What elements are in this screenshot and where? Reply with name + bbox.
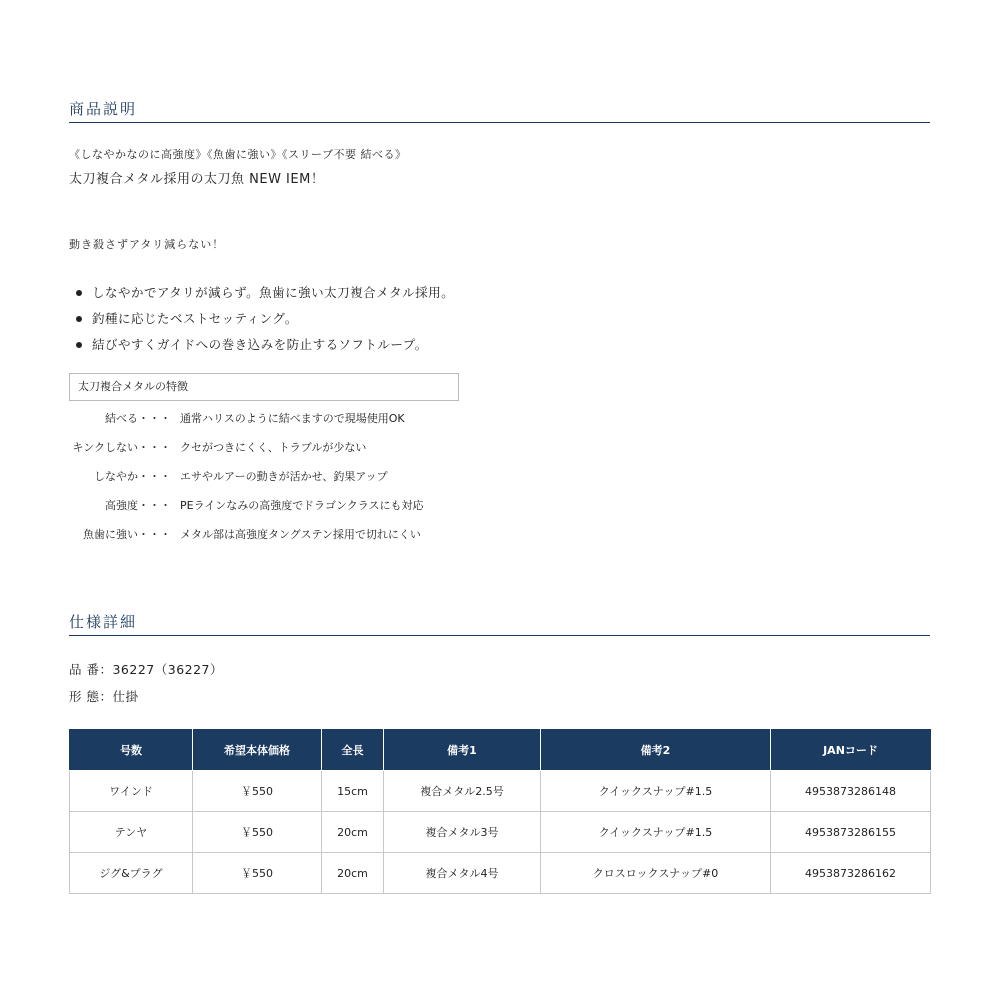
spec-table xyxy=(69,729,931,894)
feature-key: 高強度・・・ xyxy=(105,499,171,512)
table-cell: ジグ&プラグ xyxy=(70,853,193,894)
column-header: 全長 xyxy=(322,730,384,771)
table-cell: クロスロックスナップ#0 xyxy=(541,853,771,894)
feature-value: クセがつきにくく、トラブルが少ない xyxy=(180,441,367,454)
table-cell: 複合メタル4号 xyxy=(384,853,541,894)
table-cell: ￥550 xyxy=(193,771,322,812)
bullet-dot-icon xyxy=(76,290,82,296)
table-cell: クイックスナップ#1.5 xyxy=(541,771,771,812)
bullet-text: 釣種に応じたベストセッティング。 xyxy=(92,311,298,326)
column-header: 号数 xyxy=(70,730,193,771)
bullet-item xyxy=(76,280,454,306)
table-cell: ￥550 xyxy=(193,812,322,853)
feature-key: キンクしない・・・ xyxy=(72,441,171,454)
feature-row xyxy=(69,410,405,426)
column-header: 備考1 xyxy=(384,730,541,771)
spec-section-title: 仕様詳細 xyxy=(69,611,930,636)
table-cell: クイックスナップ#1.5 xyxy=(541,812,771,853)
bullet-item xyxy=(76,306,454,332)
bullet-text: しなやかでアタリが減らず。魚歯に強い太刀複合メタル採用。 xyxy=(92,285,455,300)
feature-value: 通常ハリスのように結べますので現場使用OK xyxy=(180,412,405,425)
feature-bullet-list xyxy=(76,280,454,358)
table-row xyxy=(70,812,931,853)
table-row xyxy=(70,771,931,812)
table-header-row xyxy=(70,730,931,771)
product-form: 形 態：仕掛 xyxy=(69,689,139,704)
table-cell: 複合メタル2.5号 xyxy=(384,771,541,812)
features-box-title: 太刀複合メタルの特徴 xyxy=(69,373,459,401)
table-cell: 4953873286162 xyxy=(771,853,931,894)
table-cell: テンヤ xyxy=(70,812,193,853)
table-cell: 4953873286148 xyxy=(771,771,931,812)
column-header: 備考2 xyxy=(541,730,771,771)
table-cell: ワインド xyxy=(70,771,193,812)
table-cell: 20cm xyxy=(322,812,384,853)
table-row xyxy=(70,853,931,894)
column-header: JANコード xyxy=(771,730,931,771)
bullet-item xyxy=(76,332,454,358)
product-catchphrase: 太刀複合メタル採用の太刀魚 NEW IEM！ xyxy=(69,172,325,187)
feature-row xyxy=(69,439,366,455)
feature-key: 結べる・・・ xyxy=(105,412,171,425)
table-cell: 15cm xyxy=(322,771,384,812)
table-cell: 複合メタル3号 xyxy=(384,812,541,853)
feature-value: メタル部は高強度タングステン採用で切れにくい xyxy=(180,528,421,541)
product-tagline: 《しなやかなのに高強度》《魚歯に強い》《スリーブ不要 結べる》 xyxy=(69,148,407,161)
feature-row xyxy=(69,468,388,484)
table-cell: 4953873286155 xyxy=(771,812,931,853)
feature-key: しなやか・・・ xyxy=(94,470,171,483)
feature-row xyxy=(69,497,423,513)
feature-value: エサやルアーの動きが活かせ、釣果アップ xyxy=(180,470,388,483)
bullet-dot-icon xyxy=(76,342,82,348)
description-section-title: 商品説明 xyxy=(69,98,930,123)
feature-value: PEラインなみの高強度でドラゴンクラスにも対応 xyxy=(180,499,424,512)
column-header: 希望本体価格 xyxy=(193,730,322,771)
feature-row xyxy=(69,526,421,542)
table-cell: 20cm xyxy=(322,853,384,894)
table-cell: ￥550 xyxy=(193,853,322,894)
bullet-dot-icon xyxy=(76,316,82,322)
bullet-text: 結びやすくガイドへの巻き込みを防止するソフトループ。 xyxy=(92,337,428,352)
part-number: 品 番：36227（36227） xyxy=(69,662,224,677)
feature-key: 魚歯に強い・・・ xyxy=(83,528,171,541)
product-subheading: 動き殺さずアタリ減らない！ xyxy=(69,238,225,251)
